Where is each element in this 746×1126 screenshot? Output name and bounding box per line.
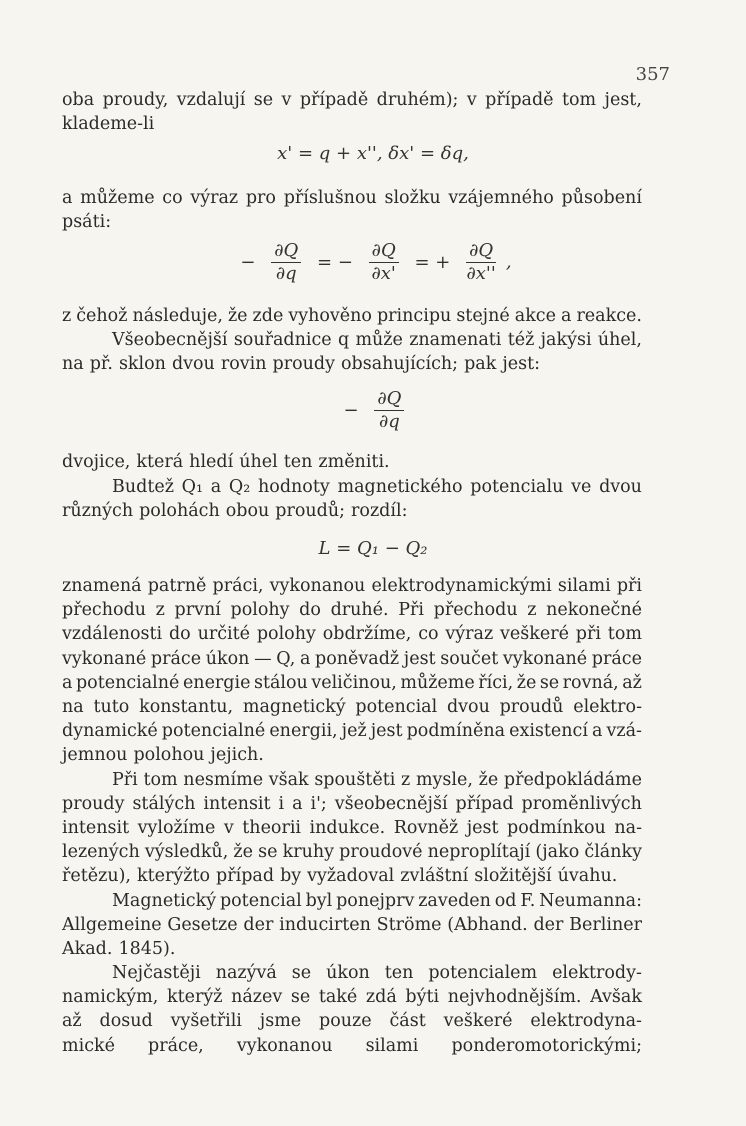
- text-line: [62, 695, 642, 719]
- text-line: [62, 816, 642, 840]
- word: vykonané: [502, 649, 588, 669]
- word: a: [592, 721, 603, 741]
- word: jest:: [502, 354, 541, 374]
- word: ponejprv: [336, 891, 415, 911]
- word: proudové: [339, 842, 423, 862]
- word: že: [478, 770, 499, 790]
- equation: L = Q₁ − Q₂: [318, 538, 428, 559]
- word: čehož: [76, 306, 128, 326]
- word: potencialné: [161, 721, 266, 741]
- page-number: 357: [635, 64, 670, 85]
- word: oba: [62, 90, 95, 110]
- word: úvahu.: [557, 866, 618, 886]
- word: a: [560, 306, 572, 326]
- word: vzájemného: [448, 188, 554, 208]
- word: dvou: [171, 354, 215, 374]
- word: pro: [245, 188, 276, 208]
- word: do: [299, 600, 321, 620]
- word: součet: [440, 649, 499, 669]
- word: podmíněna: [406, 721, 506, 741]
- word: energii,: [269, 721, 338, 741]
- text-line: [62, 304, 642, 328]
- text-line: [62, 792, 642, 816]
- word: hledí: [189, 452, 234, 472]
- word: ve: [571, 477, 592, 497]
- word: příslušnou: [283, 188, 377, 208]
- word: Avšak: [590, 987, 642, 1007]
- word: dynamické: [62, 721, 158, 741]
- word: co: [162, 188, 183, 208]
- word: patrně: [147, 576, 207, 596]
- word: mysle,: [415, 770, 473, 790]
- word: z: [527, 600, 537, 620]
- word: Gesetze: [167, 915, 238, 935]
- word: z: [62, 306, 72, 326]
- word: magnetický: [242, 697, 346, 717]
- word: se: [539, 673, 560, 693]
- word: inducirten: [279, 915, 371, 935]
- word: Berliner: [569, 915, 642, 935]
- word: proudy: [62, 794, 125, 814]
- word: tom: [607, 624, 642, 644]
- word: znamená: [62, 576, 142, 596]
- word: obsahujících;: [340, 354, 459, 374]
- word: úhel,: [597, 330, 642, 350]
- word: —: [254, 649, 272, 669]
- word: elektrodyna-: [530, 1011, 642, 1031]
- word: q: [337, 330, 350, 350]
- word: polohách: [139, 501, 220, 521]
- word: nejvhodnějším.: [447, 987, 582, 1007]
- word: můžeme: [80, 188, 155, 208]
- word: proudy: [272, 354, 335, 374]
- word: jež: [341, 721, 367, 741]
- text-line: [62, 598, 642, 622]
- word: Q₁: [181, 477, 204, 497]
- word: polohou: [133, 745, 205, 765]
- text-line: [62, 112, 642, 136]
- equation-derivatives: − $\frac{\partial Q}{\partial q}$ = − $\frac{\partial Q}{\partial x'}$ = + $\frac{\partial Q}{\partial x''}$ ,: [240, 240, 512, 284]
- word: Q,: [276, 649, 296, 669]
- word: změniti.: [318, 452, 390, 472]
- word: tuto: [93, 697, 130, 717]
- word: na: [62, 354, 84, 374]
- word: 1845).: [118, 939, 176, 959]
- word: (Abhand.: [447, 915, 528, 935]
- word: namickým,: [62, 987, 159, 1007]
- word: Všeobecnější: [112, 330, 228, 350]
- word: případ: [455, 794, 514, 814]
- word: zdá: [365, 987, 397, 1007]
- text-line: [62, 671, 642, 695]
- word: jest,: [604, 90, 642, 110]
- text-line: [62, 186, 642, 210]
- word: intensit: [62, 818, 130, 838]
- word: hodnoty: [258, 477, 330, 497]
- word: že: [233, 842, 253, 862]
- word: v: [281, 90, 292, 110]
- word: Ströme: [376, 915, 442, 935]
- word: obou: [225, 501, 270, 521]
- text-line: [62, 743, 642, 767]
- word: psáti:: [62, 212, 112, 232]
- text-line: [62, 1009, 642, 1033]
- word: elektrody-: [552, 963, 642, 983]
- word: z: [401, 770, 411, 790]
- text-line: [62, 1034, 642, 1058]
- word: magnetického: [337, 477, 463, 497]
- word: se: [253, 90, 274, 110]
- word: F.: [520, 891, 536, 911]
- word: případě: [299, 90, 369, 110]
- word: silami: [557, 576, 611, 596]
- word: v: [223, 818, 234, 838]
- word: v: [466, 90, 477, 110]
- word: následuje,: [132, 306, 223, 326]
- text-line: [62, 622, 642, 646]
- equation: x' = q + x'', δx' = δq,: [277, 143, 469, 164]
- word: Rovněž: [393, 818, 459, 838]
- word: úhel: [239, 452, 278, 472]
- text-line: [112, 768, 642, 792]
- word: vykonanou: [269, 576, 366, 596]
- word: první: [174, 600, 221, 620]
- word: rovná,: [562, 673, 619, 693]
- word: vyšetřili: [170, 1011, 242, 1031]
- word: úkon: [326, 963, 370, 983]
- word: určité: [197, 624, 250, 644]
- word: ten: [384, 963, 414, 983]
- word: Při: [398, 600, 424, 620]
- word: působení: [561, 188, 642, 208]
- word: však: [268, 770, 309, 790]
- word: proměnlivých: [521, 794, 642, 814]
- word: konstantu,: [139, 697, 234, 717]
- word: se: [290, 987, 311, 1007]
- word: polohy: [230, 600, 290, 620]
- word: úkon: [205, 649, 250, 669]
- word: potencial: [355, 697, 438, 717]
- word: zaveden: [418, 891, 491, 911]
- word: vzá-: [606, 721, 642, 741]
- word: by: [280, 866, 302, 886]
- word: lezených: [62, 842, 140, 862]
- word: Budtež: [112, 477, 174, 497]
- word: Neumanna:: [539, 891, 642, 911]
- word: druhém);: [376, 90, 459, 110]
- word: do: [168, 624, 191, 644]
- word: část: [389, 1011, 426, 1031]
- word: může: [355, 330, 403, 350]
- word: vykonanou: [236, 1036, 333, 1056]
- word: jejich.: [210, 745, 264, 765]
- word: reakce.: [576, 306, 642, 326]
- word: Nejčastěji: [112, 963, 201, 983]
- word: přechodu: [433, 600, 518, 620]
- word: elektro-: [573, 697, 642, 717]
- word: elektrodynamickými: [371, 576, 552, 596]
- word: na: [62, 697, 84, 717]
- word: silami: [365, 1036, 419, 1056]
- word: ponderomotorickými;: [451, 1036, 642, 1056]
- word: se: [258, 842, 278, 862]
- text-line: [112, 475, 642, 499]
- word: a: [292, 794, 303, 814]
- word: souřadnice: [233, 330, 332, 350]
- word: Akad.: [62, 939, 113, 959]
- text-line: [62, 450, 642, 474]
- word: potencialu: [470, 477, 564, 497]
- text-line: [62, 210, 642, 234]
- text-line: [62, 913, 642, 937]
- word: poněvadž: [315, 649, 400, 669]
- word: znamenati: [409, 330, 502, 350]
- word: jakýsi: [540, 330, 592, 350]
- word: stálých: [132, 794, 196, 814]
- word: Magnetický: [112, 891, 217, 911]
- word: od: [494, 891, 517, 911]
- word: theorii: [242, 818, 302, 838]
- word: až: [622, 673, 642, 693]
- word: intensit: [203, 794, 271, 814]
- text-line: [62, 88, 642, 112]
- word: Q₂: [228, 477, 251, 497]
- word: veškeré: [443, 1011, 513, 1031]
- word: dvou: [446, 697, 490, 717]
- word: býti: [405, 987, 440, 1007]
- word: přechodu: [62, 600, 147, 620]
- word: dvojice,: [62, 452, 131, 472]
- word: práce: [150, 649, 202, 669]
- text-line: [62, 985, 642, 1009]
- word: tom: [561, 90, 597, 110]
- word: různých: [62, 501, 134, 521]
- text-line: [62, 719, 642, 743]
- word: druhé.: [330, 600, 389, 620]
- word: kterýž: [166, 987, 223, 1007]
- word: jest: [370, 721, 403, 741]
- word: principu: [376, 306, 452, 326]
- word: nesmíme: [183, 770, 264, 790]
- word: akce: [514, 306, 556, 326]
- word: dvou: [599, 477, 642, 497]
- text-line: [62, 574, 642, 598]
- word: proudy,: [102, 90, 169, 110]
- word: případ: [216, 866, 275, 886]
- word: název: [231, 987, 283, 1007]
- word: der: [243, 915, 274, 935]
- word: nazývá: [215, 963, 277, 983]
- text-line: [112, 328, 642, 352]
- word: proudů;: [275, 501, 346, 521]
- word: co: [418, 624, 439, 644]
- text-line: [62, 840, 642, 864]
- word: vzdalují: [176, 90, 246, 110]
- word: nekonečné: [546, 600, 642, 620]
- word: se: [291, 963, 312, 983]
- word: rozdíl:: [351, 501, 408, 521]
- word: indukce.: [309, 818, 386, 838]
- word: a: [62, 188, 73, 208]
- word: práce: [591, 649, 642, 669]
- word: stejné: [456, 306, 510, 326]
- word: spouštěti: [314, 770, 396, 790]
- text-line: [112, 889, 642, 913]
- word: klademe-li: [62, 114, 155, 134]
- word: veškeré: [500, 624, 569, 644]
- word: všeobecnější: [334, 794, 448, 814]
- word: obdržíme,: [322, 624, 412, 644]
- word: mické: [62, 1036, 115, 1056]
- word: potencialné: [75, 673, 180, 693]
- word: byl: [305, 891, 333, 911]
- text-line: [62, 352, 642, 376]
- word: neproplítají: [427, 842, 531, 862]
- word: pouze: [319, 1011, 372, 1031]
- word: rovin: [220, 354, 267, 374]
- word: jsme: [259, 1011, 302, 1031]
- text-line: [62, 647, 642, 671]
- word: vyžadoval: [307, 866, 395, 886]
- word: energie: [182, 673, 251, 693]
- word: vyhověno: [288, 306, 372, 326]
- word: vzdálenosti: [62, 624, 163, 644]
- word: která: [136, 452, 184, 472]
- word: polohy: [256, 624, 316, 644]
- word: př.: [89, 354, 113, 374]
- word: vyložíme: [137, 818, 216, 838]
- text-line: [112, 961, 642, 985]
- word: veličinou,: [311, 673, 397, 693]
- word: z: [155, 600, 165, 620]
- word: podmínkou: [507, 818, 606, 838]
- word: proudů: [499, 697, 564, 717]
- word: při: [575, 624, 601, 644]
- word: Při: [112, 770, 138, 790]
- word: Allgemeine: [62, 915, 162, 935]
- word: říci,: [478, 673, 514, 693]
- word: též: [507, 330, 535, 350]
- word: der: [533, 915, 564, 935]
- word: složku: [384, 188, 441, 208]
- word: na-: [614, 818, 642, 838]
- word: pak: [464, 354, 497, 374]
- word: a: [299, 649, 311, 669]
- word: kruhy: [282, 842, 335, 862]
- word: až: [62, 1011, 82, 1031]
- word: a: [210, 477, 222, 497]
- word: jest: [466, 818, 499, 838]
- word: řetězu),: [62, 866, 131, 886]
- word: jemnou: [62, 745, 128, 765]
- word: složitější: [474, 866, 552, 886]
- word: existencí: [509, 721, 588, 741]
- word: jest: [403, 649, 436, 669]
- word: články: [584, 842, 642, 862]
- word: práci,: [212, 576, 264, 596]
- word: potencial: [219, 891, 302, 911]
- word: zvláštní: [400, 866, 469, 886]
- word: také: [318, 987, 358, 1007]
- text-line: [62, 864, 642, 888]
- word: sklon: [118, 354, 166, 374]
- word: i: [278, 794, 285, 814]
- word: při: [616, 576, 642, 596]
- equation-torque: − $\frac{\partial Q}{\partial q}$: [0, 388, 746, 433]
- word: i';: [310, 794, 327, 814]
- word: stálou: [253, 673, 308, 693]
- word: můžeme: [400, 673, 475, 693]
- word: předpokládáme: [503, 770, 642, 790]
- word: práce,: [148, 1036, 204, 1056]
- word: (jako: [535, 842, 580, 862]
- word: případě: [485, 90, 554, 110]
- word: a: [62, 673, 73, 693]
- word: výraz: [445, 624, 494, 644]
- word: kterýžto: [137, 866, 211, 886]
- word: že: [227, 306, 248, 326]
- word: že: [516, 673, 537, 693]
- word: tom: [143, 770, 178, 790]
- word: výraz: [190, 188, 239, 208]
- word: vykonané: [62, 649, 147, 669]
- word: ten: [283, 452, 313, 472]
- word: výsledků,: [144, 842, 229, 862]
- word: zde: [252, 306, 284, 326]
- word: dosud: [99, 1011, 153, 1031]
- text-line: [62, 937, 642, 961]
- text-line: [62, 499, 642, 523]
- word: potencialem: [428, 963, 538, 983]
